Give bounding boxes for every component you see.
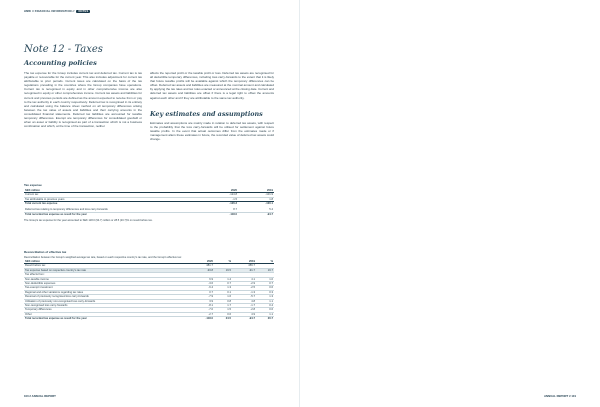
table-row: Regional and other variations regarding tax rates 0.7 0.1 -1.3 0.3 <box>25 290 273 294</box>
table-row: Reversal of previously recognised loss carry-forwards -7.9 1.6 -5.7 1.3 <box>25 295 273 299</box>
table-row: Utilisation of previously non-recognised loss carry-forwards 3.9 0.8 4.8 1.1 <box>25 299 273 303</box>
header-tag: NOTES <box>78 10 89 13</box>
table-row: Temporary differences -7.0 1.5 -2.8 0.6 <box>25 308 273 312</box>
table-total-row: Total current tax expense -126.3 -100.1 <box>25 201 273 205</box>
accounting-policies-heading: Accounting policies <box>24 59 97 67</box>
table-total-row: Total recorded tax expense as result for the year -118.0 -94.7 <box>25 212 273 216</box>
table-row: Other -2.7 0.6 4.9 1.1 <box>25 312 273 316</box>
table-row: Tax effects from: <box>24 273 274 277</box>
accounting-policies-text-col2: affects the reported profit or the taxable profit or loss. Deferred tax assets are recognised for all deductible temporary differences, including loss carry-forwards to the extent that it is likely that future taxable profits will be available against which the temporary differences can be offset. Deferred tax assets and liabilities are measured at the nominal amount and calculated by applying the tax rates and tax rules enacted or announced at the closing date. Current and deferred tax assets and liabilities are offset if there is a legal right to offset the amounts against each other and if they are attributable to the same tax authority. <box>150 71 274 100</box>
table-row: Tax expense based on respective country's tax rate -93.8 19.5 -91.7 19.7 <box>25 268 273 272</box>
note-title: Note 12 - Taxes <box>24 44 103 55</box>
table-row: Current tax -124.8 -101.9 <box>25 193 273 197</box>
reconciliation-title: Reconciliation of effective tax <box>24 250 67 254</box>
header-section: FINANCIAL INFORMATION <box>34 10 72 13</box>
running-header-left: HMW // FINANCIAL INFORMATION // NOTES <box>24 10 89 13</box>
right-page <box>300 0 600 407</box>
table-row: Non-taxable income 6.9 1.4 4.1 1.0 <box>25 277 273 281</box>
key-estimates-text: Estimates and assumptions are mainly made in relation to deferred tax assets, with respect to the probability that the loss carry-forwards will be utilised for settlement against future taxable profits. In the event that actual outcomes differ from the estimates made or if management alters these estimates in future, the recorded value of deferred tax assets could change. <box>150 121 274 142</box>
footer-right: ANNUAL REPORT // 101 <box>544 393 576 398</box>
table-total-row: Total recorded tax expense as result for the year -118.0 24.5 -94.7 20.7 <box>25 317 273 321</box>
year-2019: 2019 <box>238 189 274 193</box>
col-label: SEK million <box>24 189 202 193</box>
key-estimates-heading: Key estimates and assumptions <box>150 110 263 118</box>
tax-expense-title: Tax expense <box>24 183 42 187</box>
table-row: Tax attributable to previous years -1.5 1.8 <box>25 197 273 201</box>
table-row: Tax-exempt investment -6.4 1.3 -2.5 0.6 <box>25 286 273 290</box>
table-row: Non-deductible expenses -3.6 0.7 -2.9 0.7 <box>25 282 273 286</box>
tax-expense-note: The Group's tax expense for the year amounted to SEK 118.0 (94.7) million or 28.5 (20.7)% on result before tax. <box>24 219 153 223</box>
table-row: Deferred tax relating to temporary differences and loss carry-forwards 8.7 5.4 <box>25 208 273 212</box>
tax-expense-table <box>24 184 274 223</box>
footer-left: 100 // ANNUAL REPORT <box>24 393 56 398</box>
accounting-policies-text-col1: The tax expense for the Group includes current tax and deferred tax. Current tax is tax payable or recoverable for the current year. This also includes adjustment for current tax attributable to prior periods. Current taxes are calculated on the basis of the tax regulations prevailing in the countries where the Group companies have operations. Current tax is recognised in equity and in other comprehensive income are also recognised in equity or other comprehensive income. Current tax assets and liabilities for current and previous periods are defined as the amount expected to receive from or pay to the tax authority in each country respectively. Deferred tax is recognised in its entirety and calculated using the balance sheet method on all temporary differences arising between the tax value of assets and liabilities and their carrying amounts in the consolidated financial statements. Deferred tax liabilities are accounted for taxable temporary differences. Exempt are temporary differences for consolidated goodwill or when an asset or liability is recognised as part of a transaction which is not a business combination and which, at the time of the transaction, neither <box>24 71 142 129</box>
year-2020: 2020 <box>202 189 238 193</box>
col-label: SEK million <box>24 260 190 264</box>
reconciliation-table: Reconciliation of effective tax Reconciliation between the Group's weighted average tax rate, based on each respective country's tax rate, and the Group's effective tax: SEK million 2020 % 2019 % Result before tax 481.7 456.7 Tax expense based on respective country's tax rate -93.8 19.5 -91.7 19.7 Tax effects from: Non-taxable income 6.9 1.4 4.1 1.0 Non-deductible expenses -3.6 0.7 -2.9 0.7 Tax-exempt investment -6.4 1.3 -2.5 0.6 Regional and other variations regarding tax rates 0.7 0.1 -1.3 0.3 Reversal of previously recognised loss carry-forwards -7.9 1.6 -5.7 1.3 Utilisation of previously non-recognised loss carry-forwards 3.9 0.8 4.8 1.1 Non-recognised loss carry-forwards -8.1 1.7 -1.7 0.4 Temporary differences -7.0 1.5 -2.8 0.6 Other -2.7 0.6 4.9 1.1 Total recorded tax expense as result for the year -118.0 24.5 -94.7 20.7 <box>24 250 273 321</box>
table-row: Non-recognised loss carry-forwards -8.1 1.7 -1.7 0.4 <box>25 304 273 308</box>
header-brand: HMW <box>24 10 32 13</box>
table-row: Result before tax 481.7 456.7 <box>24 264 274 268</box>
reconciliation-subtitle: Reconciliation between the Group's weighted average tax rate, based on each respective country's tax rate, and the Group's effective tax: <box>24 255 182 259</box>
